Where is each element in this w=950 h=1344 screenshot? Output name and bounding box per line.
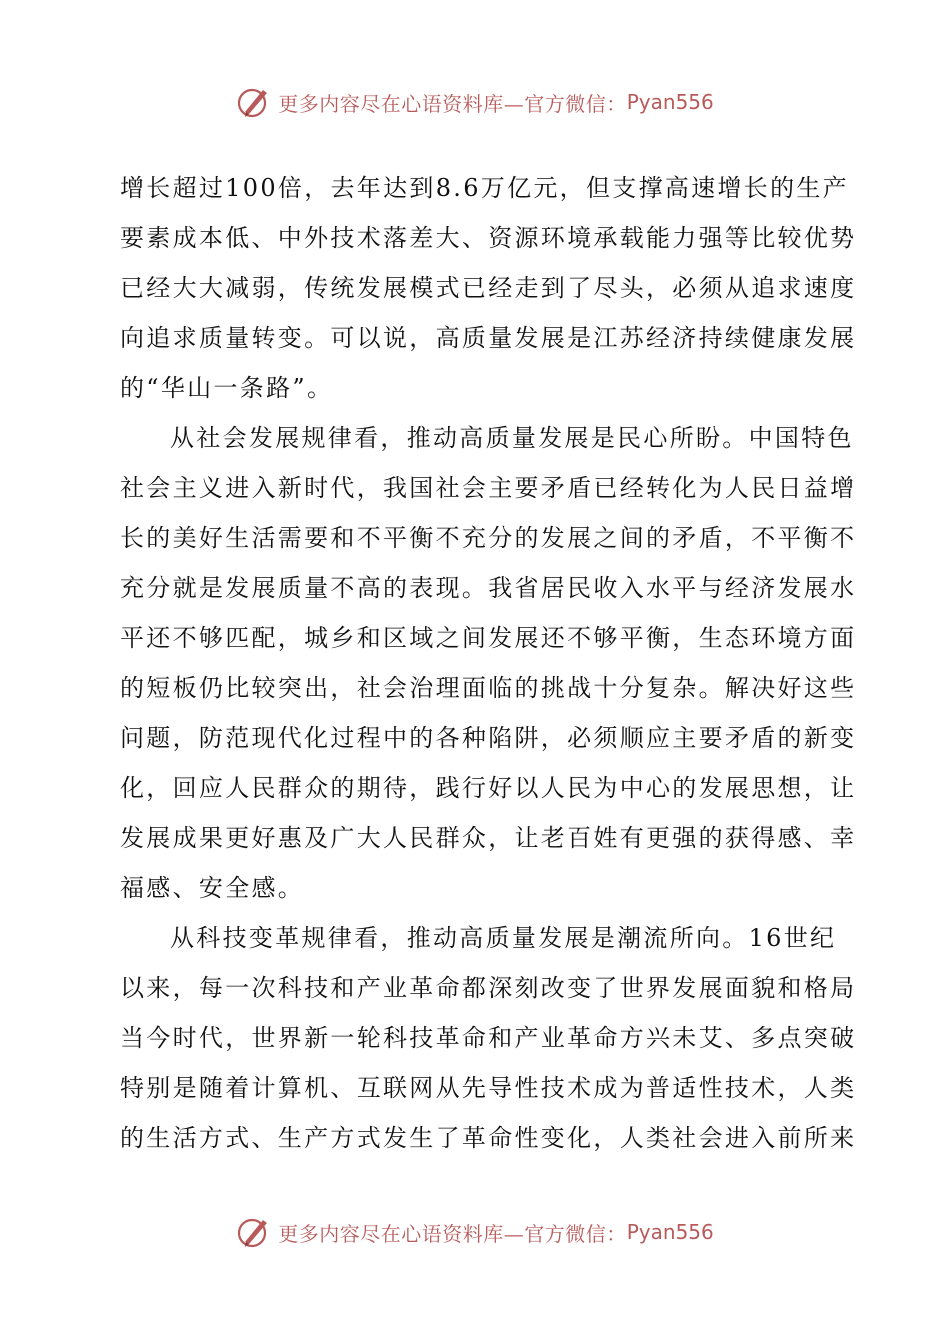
watermark-text: 更多内容尽在心语资料库—官方微信： (278, 91, 627, 116)
text-line: 化，回应人民群众的期待，践行好以人民为中心的发展思想，让 (120, 774, 857, 802)
text-line: 以来，每一次科技和产业革命都深刻改变了世界发展面貌和格局 (120, 974, 857, 1002)
text-line: 社会主义进入新时代，我国社会主要矛盾已经转化为人民日益增 (120, 474, 857, 502)
text-line: 平还不够匹配，城乡和区域之间发展还不够平衡，生态环境方面 (120, 624, 857, 652)
paragraph (120, 163, 857, 413)
quill-logo-icon (236, 1214, 272, 1250)
text-line: 从科技变革规律看，推动高质量发展是潮流所向。16世纪 (170, 924, 837, 952)
quill-logo-icon (236, 84, 272, 120)
text-line: 已经大大减弱，传统发展模式已经走到了尽头，必须从追求速度 (120, 274, 857, 302)
text-line: 问题，防范现代化过程中的各种陷阱，必须顺应主要矛盾的新变 (120, 724, 857, 752)
document-body (120, 163, 857, 1163)
text-line: 从社会发展规律看，推动高质量发展是民心所盼。中国特色 (170, 424, 854, 452)
text-line: 向追求质量转变。可以说，高质量发展是江苏经济持续健康发展 (120, 324, 857, 352)
watermark-wechat-id: Pyan556 (626, 90, 714, 114)
text-line: 特别是随着计算机、互联网从先导性技术成为普适性技术，人类 (120, 1074, 857, 1102)
footer-watermark (0, 1210, 950, 1254)
text-line: 发展成果更好惠及广大人民群众，让老百姓有更强的获得感、幸 (120, 824, 857, 852)
text-line: 的生活方式、生产方式发生了革命性变化，人类社会进入前所来 (120, 1124, 857, 1152)
text-line: 福感、安全感。 (120, 874, 305, 902)
paragraph (120, 913, 857, 1163)
header-watermark (0, 80, 950, 124)
text-line: 的“华山一条路”。 (120, 374, 334, 402)
text-line: 充分就是发展质量不高的表现。我省居民收入水平与经济发展水 (120, 574, 857, 602)
text-line: 当今时代，世界新一轮科技革命和产业革命方兴未艾、多点突破 (120, 1024, 857, 1052)
text-line: 增长超过100倍，去年达到8.6万亿元，但支撑高速增长的生产 (120, 174, 849, 202)
watermark-text: 更多内容尽在心语资料库—官方微信： (278, 1221, 627, 1246)
text-line: 要素成本低、中外技术落差大、资源环境承载能力强等比较优势 (120, 224, 857, 252)
text-line: 的短板仍比较突出，社会治理面临的挑战十分复杂。解决好这些 (120, 674, 857, 702)
watermark-wechat-id: Pyan556 (626, 1220, 714, 1244)
text-line: 长的美好生活需要和不平衡不充分的发展之间的矛盾，不平衡不 (120, 524, 857, 552)
paragraph (120, 413, 857, 913)
